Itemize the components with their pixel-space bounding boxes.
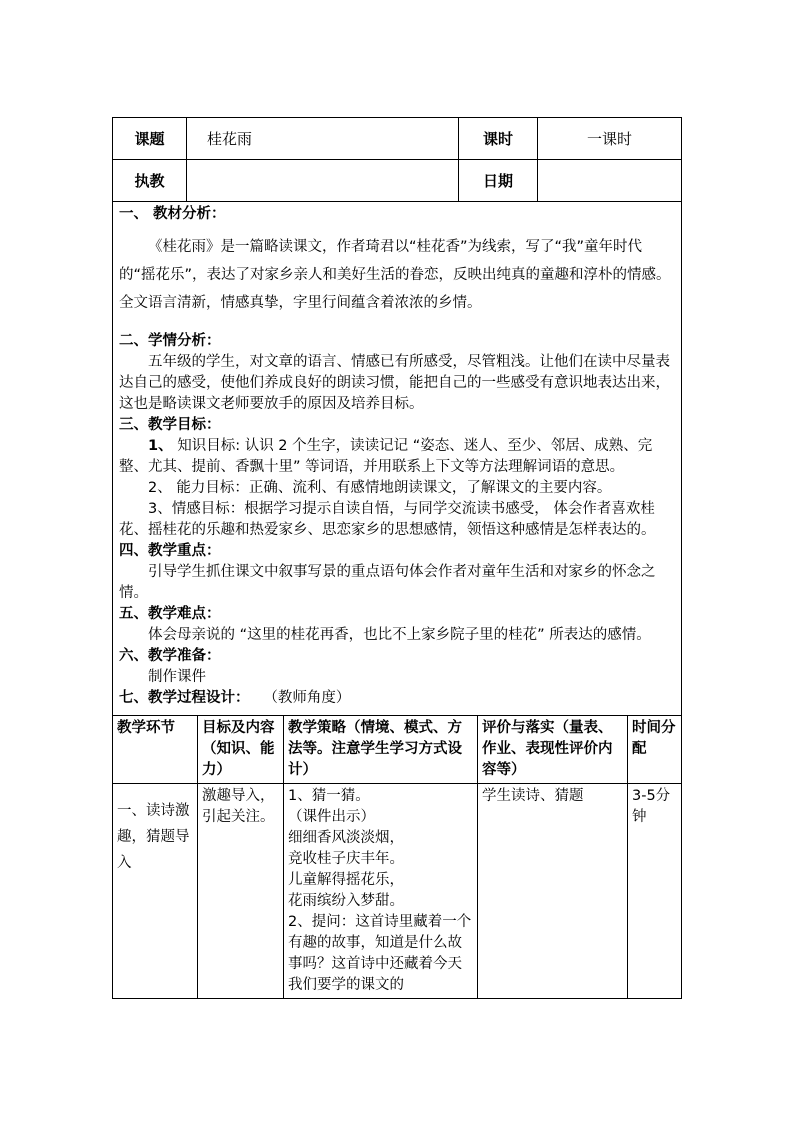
period-label: 课时	[459, 118, 538, 160]
course-label: 课题	[113, 118, 187, 160]
strategy-line: 竞收桂子庆丰年。	[288, 851, 404, 867]
process-table	[112, 715, 682, 999]
course-value: 桂花雨	[187, 118, 459, 160]
goal-cell: 激趣导入，引起关注。	[198, 784, 284, 999]
header-stage: 教学环节	[113, 716, 198, 784]
section-6-title: 六、教学准备：	[119, 648, 221, 664]
section-7-subtitle: （教师角度）	[263, 690, 351, 706]
time-cell: 3-5分钟	[628, 784, 682, 999]
section-7-heading	[119, 688, 677, 709]
header-evaluation: 评价与落实（量表、作业、表现性评价内容等）	[478, 716, 628, 784]
strategy-cell	[284, 784, 478, 999]
goal-1-number: 1、	[148, 438, 173, 454]
header-row-course	[113, 118, 682, 160]
goal-3: 3、情感目标：根据学习提示自读自悟，与同学交流读书感受， 体会作者喜欢桂花、摇桂花的乐趣和热爱家乡、思恋家乡的思想感情，领悟这种感情是怎样表达的。	[119, 501, 656, 538]
date-label: 日期	[459, 160, 538, 202]
lesson-plan	[112, 117, 681, 999]
header-time: 时间分配	[628, 716, 682, 784]
header-strategy: 教学策略（情境、模式、方法等。注意学生学习方式设计）	[284, 716, 478, 784]
goal-2: 2、 能力目标：正确、流利、有感情地朗读课文，了解课文的主要内容。	[148, 480, 612, 496]
analysis-cell	[113, 202, 682, 716]
header-table	[112, 117, 682, 716]
evaluation-cell: 学生读诗、猜题	[478, 784, 628, 999]
section-4-paragraph: 引导学生抓住课文中叙事写景的重点语句体会作者对童年生活和对家乡的怀念之情。	[119, 564, 656, 601]
strategy-line: 儿童解得摇花乐，	[288, 872, 404, 888]
section-4-title: 四、教学重点：	[119, 543, 221, 559]
process-header-row	[113, 716, 682, 784]
section-1-paragraph: 《桂花雨》是一篇略读课文，作者琦君以“桂花香”为线索，写了“我”童年时代的“摇花乐”，表达了对家乡亲人和美好生活的眷恋，反映出纯真的童趣和淳朴的情感。全文语言清新，情感真挚，字里行间蕴含着浓浓的乡情。	[119, 239, 671, 311]
strategy-line: 花雨缤纷入梦甜。	[288, 893, 404, 909]
section-5-paragraph: 体会母亲说的 “这里的桂花再香，也比不上家乡院子里的桂花” 所表达的感情。	[148, 627, 651, 643]
analysis-row	[113, 202, 682, 716]
strategy-line: 1、猜一猜。	[288, 788, 370, 804]
teacher-label: 执教	[113, 160, 187, 202]
date-value	[538, 160, 682, 202]
section-5-title: 五、教学难点：	[119, 606, 221, 622]
goal-1	[119, 436, 677, 478]
strategy-line: （课件出示）	[288, 809, 375, 825]
header-goal: 目标及内容（知识、能力）	[198, 716, 284, 784]
stage-cell: 一、读诗激趣，猜题导入	[113, 784, 198, 999]
strategy-line: 2、提问：这首诗里藏着一个有趣的故事，知道是什么故事吗？这首诗中还藏着今天我们要学的课文的	[288, 914, 472, 993]
goal-1-text: 知识目标: 认识 2 个生字，读读记记 “姿态、迷人、至少、邻居、成熟、完整、尤其、提前、香飘十里” 等词语，并用联系上下文等方法理解词语的意思。	[119, 438, 653, 475]
strategy-line: 细细香风淡淡烟，	[288, 830, 404, 846]
section-1-title: 一、 教材分析：	[119, 206, 226, 222]
section-6-paragraph: 制作课件	[148, 669, 206, 685]
section-3-title: 三、教学目标：	[119, 417, 221, 433]
process-row	[113, 784, 682, 999]
section-2-title: 二、学情分析：	[119, 333, 221, 349]
period-value: 一课时	[538, 118, 682, 160]
section-2-paragraph: 五年级的学生，对文章的语言、情感已有所感受，尽管粗浅。让他们在读中尽量表达自己的感受，使他们养成良好的朗读习惯，能把自己的一些感受有意识地表达出来，这也是略读课文老师要放手的原因及培养目标。	[119, 354, 670, 412]
header-row-teacher	[113, 160, 682, 202]
section-7-title: 七、教学过程设计：	[119, 690, 250, 706]
teacher-value	[187, 160, 459, 202]
